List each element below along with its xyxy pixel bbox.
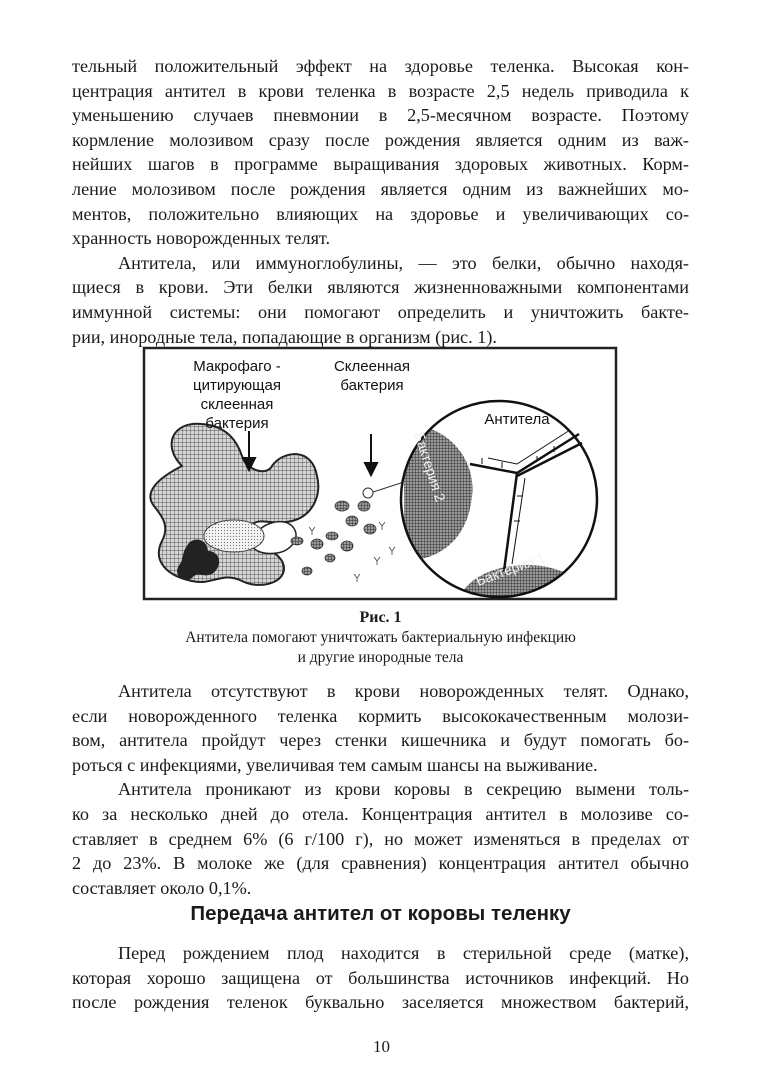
section-heading: Передача антител от коровы теленку (190, 902, 571, 925)
figure-caption-text: и другие инородные тела (297, 649, 464, 666)
label-antibodies: Антитела (484, 411, 550, 428)
text-line: нейших шагов в программе выращивания здоровых животных. Корм- (72, 154, 689, 175)
text-line: ментов, положительно влияющих на здоровье и увеличивающих со- (72, 203, 689, 224)
text-line: ко за несколько дней до отела. Концентрация антител в молозиве со- (72, 803, 689, 824)
label-macrophage: склеенная (200, 396, 274, 413)
figure-1-illustration (142, 346, 618, 601)
label-glued-bacteria: бактерия (340, 377, 404, 394)
page-body-top (72, 54, 689, 349)
text-line: 2 до 23%. В молоке же (для сравнения) концентрация антител обычно (72, 853, 689, 874)
paragraph-1 (72, 54, 689, 251)
page-number: 10 (373, 1037, 390, 1056)
text-line: уменьшению случаев пневмонии в 2,5-месячном возрасте. Поэтому (72, 105, 689, 126)
text-line: после рождения теленок буквально заселяется множеством бактерий, (72, 992, 689, 1013)
text-line: Антитела проникают из крови коровы в секрецию вымени толь- (118, 779, 689, 800)
label-glued-bacteria: Склеенная (333, 358, 411, 375)
text-line: щиеся в крови. Эти белки являются жизненноважными компонентами (72, 277, 689, 298)
figure-caption-title: Рис. 1 (359, 609, 402, 626)
paragraph-2 (72, 251, 689, 349)
label-macrophage: цитирующая (193, 377, 281, 394)
text-line: вом, антитела пройдут через стенки кишечника и будут помогать бо- (72, 730, 689, 751)
text-line: которая хорошо защищена от большинства источников инфекций. Но (72, 967, 689, 988)
text-line: иммунной системы: они помогают определить и уничтожить бакте- (72, 301, 689, 322)
paragraph-5 (72, 941, 689, 1015)
page-body-bottom (72, 941, 689, 1015)
label-macrophage: бактерия (205, 415, 269, 432)
page-body-middle (72, 679, 689, 900)
label-bacteria-1: Бактерия 1 (473, 549, 547, 589)
text-line: роться с инфекциями, увеличивая тем самым шансы на выживание. (72, 754, 598, 775)
figure-caption-text: Антитела помогают уничтожать бактериальную инфекцию (185, 629, 576, 646)
text-line: хранность новорожденных телят. (72, 228, 331, 249)
text-line: если новорожденного теленка кормить высококачественным молози- (72, 705, 689, 726)
paragraph-3 (72, 679, 689, 777)
text-line: ставляет в среднем 6% (6 г/100 г), но может изменяться в пределах от (72, 828, 689, 849)
text-line: Антитела, или иммуноглобулины, — это белки, обычно находя- (118, 252, 689, 273)
text-line: ление молозивом после рождения является одним из важнейших мо- (72, 178, 689, 199)
paragraph-4 (72, 777, 689, 900)
text-line: Перед рождением плод находится в стерильной среде (матке), (118, 943, 689, 963)
figure-caption (72, 608, 689, 668)
text-line: составляет около 0,1%. (72, 877, 252, 898)
text-line: Антитела отсутствуют в крови новорожденных телят. Однако, (118, 681, 689, 701)
label-bacteria-2: Бактерия 2 (411, 429, 449, 504)
label-macrophage: Макрофаго - (193, 358, 281, 375)
text-line: тельный положительный эффект на здоровье теленка. Высокая кон- (72, 56, 689, 76)
text-line: рии, инородные тела, попадающие в организм (рис. 1). (72, 326, 497, 347)
text-line: кормление молозивом сразу после рождения является одним из важ- (72, 129, 689, 150)
text-line: центрация антител в крови теленка в возрасте 2,5 недель приводила к (72, 80, 689, 101)
